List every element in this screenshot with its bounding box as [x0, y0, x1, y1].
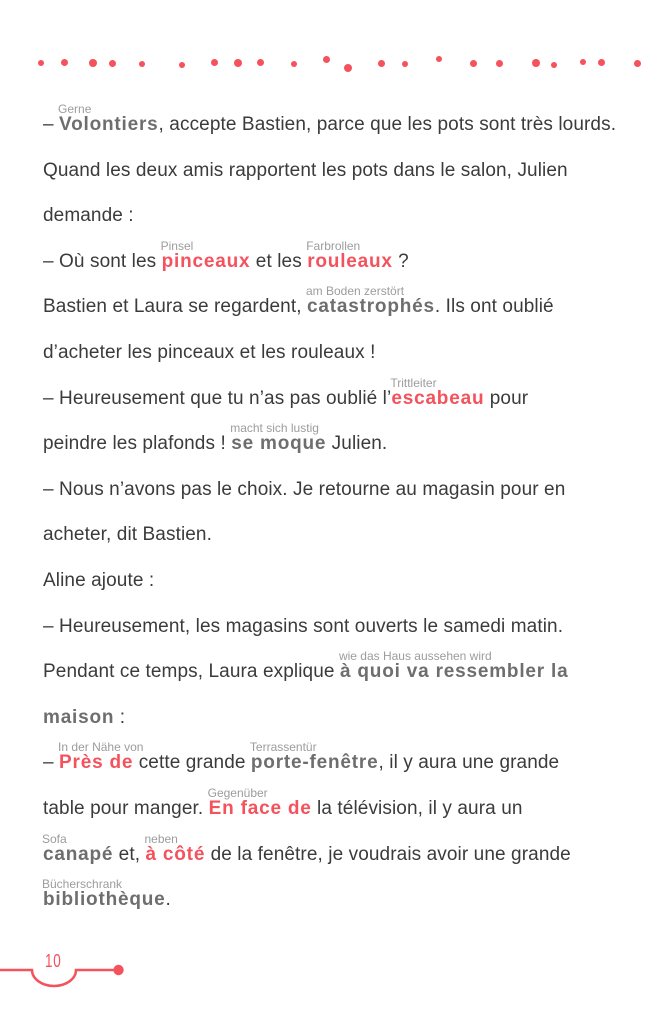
text-line [43, 604, 651, 650]
vocab-text: Volontiers [59, 114, 159, 135]
dot [580, 59, 586, 65]
text-line [43, 695, 651, 741]
vocab-annotation: Terrassentür [249, 740, 317, 755]
vocab-annotation: Pinsel [160, 238, 194, 253]
dot [378, 60, 385, 67]
dot [344, 64, 352, 72]
vocab-word [43, 695, 114, 741]
footer-decoration-line [0, 940, 160, 1000]
text-segment: : [114, 706, 126, 728]
text-segment: , il y aura une grande [378, 752, 560, 774]
text-segment: . [165, 889, 171, 911]
text-line [43, 148, 651, 194]
vocab-annotation: Trittleiter [390, 375, 437, 390]
vocab-annotation: neben [144, 831, 178, 846]
vocab-annotation: Farbrollen [306, 238, 361, 253]
vocab-annotation: Gerne [58, 102, 92, 116]
dot [139, 61, 145, 67]
vocab-annotation: Gegenüber [207, 785, 268, 800]
text-segment: demande : [43, 205, 134, 227]
vocab-annotation: In der Nähe von [58, 740, 144, 755]
story-text [43, 102, 651, 923]
vocab-word [307, 239, 393, 285]
dot [598, 59, 605, 66]
text-segment: . Ils ont oublié [434, 296, 554, 318]
vocab-text: En face de [208, 797, 312, 819]
dot [179, 62, 185, 68]
dot [551, 62, 557, 68]
vocab-text: catastrophés [307, 296, 435, 318]
vocab-word [145, 832, 205, 878]
vocab-text: maison [43, 706, 115, 728]
dot [61, 59, 68, 66]
vocab-word [58, 740, 144, 786]
vocab-text: pinceaux [161, 250, 251, 272]
text-line [43, 877, 651, 923]
text-segment: de la fenêtre, je voudrais avoir une grande [205, 843, 571, 865]
dot [291, 61, 297, 67]
text-segment: – Heureusement, les magasins sont ouverts le samedi matin. [43, 615, 564, 637]
text-segment: ? [392, 250, 409, 272]
dot [257, 59, 264, 66]
text-segment: d’acheter les pinceaux et les rouleaux ! [43, 341, 376, 363]
text-segment: – Nous n’avons pas le choix. Je retourne au magasin pour en [43, 478, 566, 500]
text-segment: – [43, 114, 60, 135]
text-line [43, 421, 651, 467]
vocab-word [209, 786, 312, 832]
text-segment: – Heureusement que tu n’as pas oublié l’ [43, 387, 392, 409]
text-line [43, 832, 651, 878]
vocab-word [391, 376, 484, 422]
dot [323, 56, 330, 63]
vocab-word [43, 877, 166, 923]
text-segment: Julien. [326, 433, 388, 455]
vocab-annotation: Bücherschrank [42, 877, 123, 892]
dot [470, 60, 477, 67]
vocab-text: rouleaux [307, 250, 393, 272]
text-line [43, 558, 651, 604]
text-line [43, 786, 651, 832]
text-segment: table pour manger. [43, 797, 209, 819]
text-line [43, 193, 651, 239]
vocab-word [251, 740, 379, 786]
vocab-word [231, 421, 326, 467]
text-segment: Quand les deux amis rapportent les pots dans le salon, Julien [43, 159, 568, 181]
vocab-word [162, 239, 251, 285]
vocab-word [307, 284, 435, 330]
vocab-text: Près de [59, 752, 134, 774]
text-segment: pour [484, 387, 529, 409]
dot [634, 60, 641, 67]
dot [89, 59, 97, 67]
dot [436, 56, 442, 62]
text-line [43, 102, 651, 148]
dot [109, 60, 116, 67]
text-segment: la télévision, il y aura un [311, 797, 523, 819]
vocab-text: porte-fenêtre [250, 752, 379, 774]
text-segment: acheter, dit Bastien. [43, 524, 212, 546]
dot [38, 60, 44, 66]
text-segment: peindre les plafonds ! [43, 433, 232, 455]
text-segment: cette grande [133, 752, 251, 774]
vocab-annotation: wie das Haus aussehen wird [338, 649, 492, 664]
page-number: 10 [45, 951, 62, 971]
text-line [43, 649, 651, 695]
text-line [43, 239, 651, 285]
text-line [43, 740, 651, 786]
vocab-word [59, 102, 159, 148]
text-line [43, 330, 651, 376]
vocab-word [340, 649, 569, 695]
text-segment: et, [113, 843, 146, 865]
dot [496, 60, 503, 67]
text-segment: Bastien et Laura se regardent, [43, 296, 307, 318]
text-segment: – [43, 752, 60, 774]
text-segment: et les [250, 250, 308, 272]
vocab-text: à quoi va ressembler la [339, 661, 569, 683]
text-line [43, 467, 651, 513]
text-segment: Aline ajoute : [43, 569, 155, 591]
dot [402, 61, 408, 67]
vocab-annotation: Sofa [42, 831, 67, 846]
dot [234, 59, 242, 67]
footer-end-dot [113, 965, 123, 975]
vocab-text: canapé [43, 843, 114, 865]
vocab-text: se moque [231, 433, 327, 455]
text-segment: , accepte Bastien, parce que les pots sont très lourds. [158, 114, 617, 135]
vocab-text: escabeau [391, 387, 485, 409]
top-dots-divider [0, 0, 671, 90]
text-line [43, 376, 651, 422]
vocab-text: bibliothèque [43, 889, 166, 911]
vocab-text: à côté [145, 843, 206, 865]
vocab-annotation: macht sich lustig [230, 421, 319, 436]
text-line [43, 284, 651, 330]
text-segment: Pendant ce temps, Laura explique [43, 661, 340, 683]
text-segment: – Où sont les [43, 250, 162, 272]
dot [211, 59, 218, 66]
dot [532, 59, 540, 67]
text-line [43, 512, 651, 558]
vocab-annotation: am Boden zerstört [306, 284, 405, 299]
vocab-word [43, 832, 113, 878]
